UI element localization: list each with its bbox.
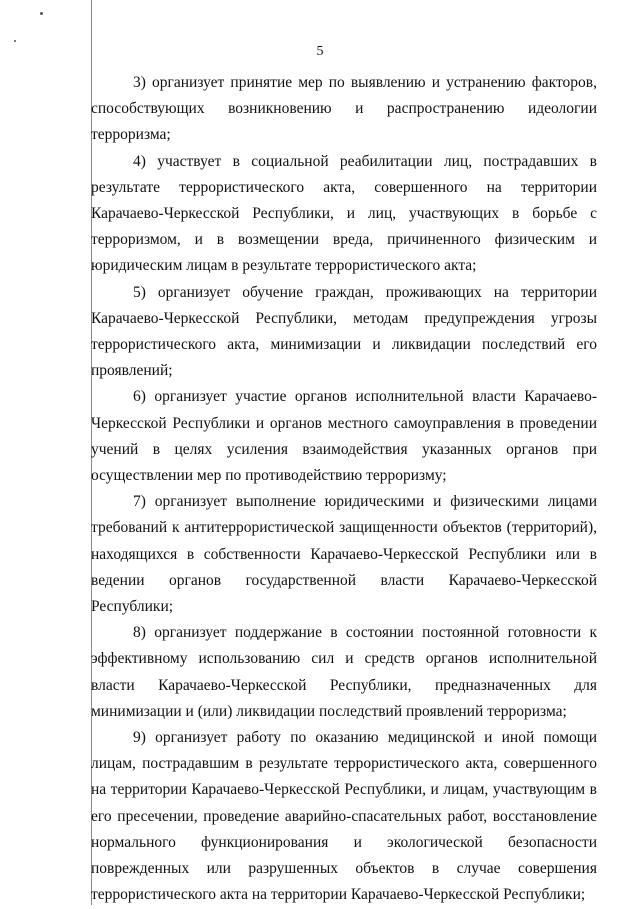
scan-speck <box>40 12 43 15</box>
page-number: 5 <box>316 44 324 59</box>
scan-speck <box>14 40 16 42</box>
paragraph-item-9: 9) организует работу по оказанию медицинской и иной помощи лицам, пострадавшим в результате террористического акта, совершенного на территории Карачаево-Черкесской Республики, и лицам, участвующим в его пресечении, проведение аварийно-спасательных работ, восстановление нормального функционирования и экологической безопасности поврежденных или разрушенных объектов в случае совершения террористического акта на территории Карачаево-Черкесской Республики; <box>91 729 597 904</box>
document-body <box>91 70 597 909</box>
paragraph-item-7: 7) организует выполнение юридическими и физическими лицами требований к антитеррористической защищенности объектов (территорий), находящихся в собственности Карачаево-Черкесской Республики или в ведении органов государственной власти Карачаево-Черкесской Республики; <box>91 493 597 616</box>
paragraph-item-8: 8) организует поддержание в состоянии постоянной готовности к эффективному использованию сил и средств органов исполнительной власти Карачаево-Черкесской Республики, предназначенных для минимизации и (или) ликвидации последствий проявлений терроризма; <box>91 624 597 720</box>
paragraph-item-4: 4) участвует в социальной реабилитации лиц, пострадавших в результате террористического акта, совершенного на территории Карачаево-Черкесской Республики, и лиц, участвующих в борьбе с терроризмом, и в возмещении вреда, причиненного физическим и юридическим лицам в результате террористического акта; <box>91 152 597 275</box>
paragraph-item-3: 3) организует принятие мер по выявлению и устранению факторов, способствующих возникновению и распространению идеологии терроризма; <box>91 74 597 144</box>
paragraph-item-5: 5) организует обучение граждан, проживающих на территории Карачаево-Черкесской Республики, методам предупреждения угрозы террористического акта, минимизации и ликвидации последствий его проявлений; <box>91 283 597 380</box>
paragraph-item-6: 6) организует участие органов исполнительной власти Карачаево-Черкесской Республики и органов местного самоуправления в проведении учений в целях усиления взаимодействия указанных органов при осуществлении мер по противодействию терроризму; <box>91 388 597 485</box>
